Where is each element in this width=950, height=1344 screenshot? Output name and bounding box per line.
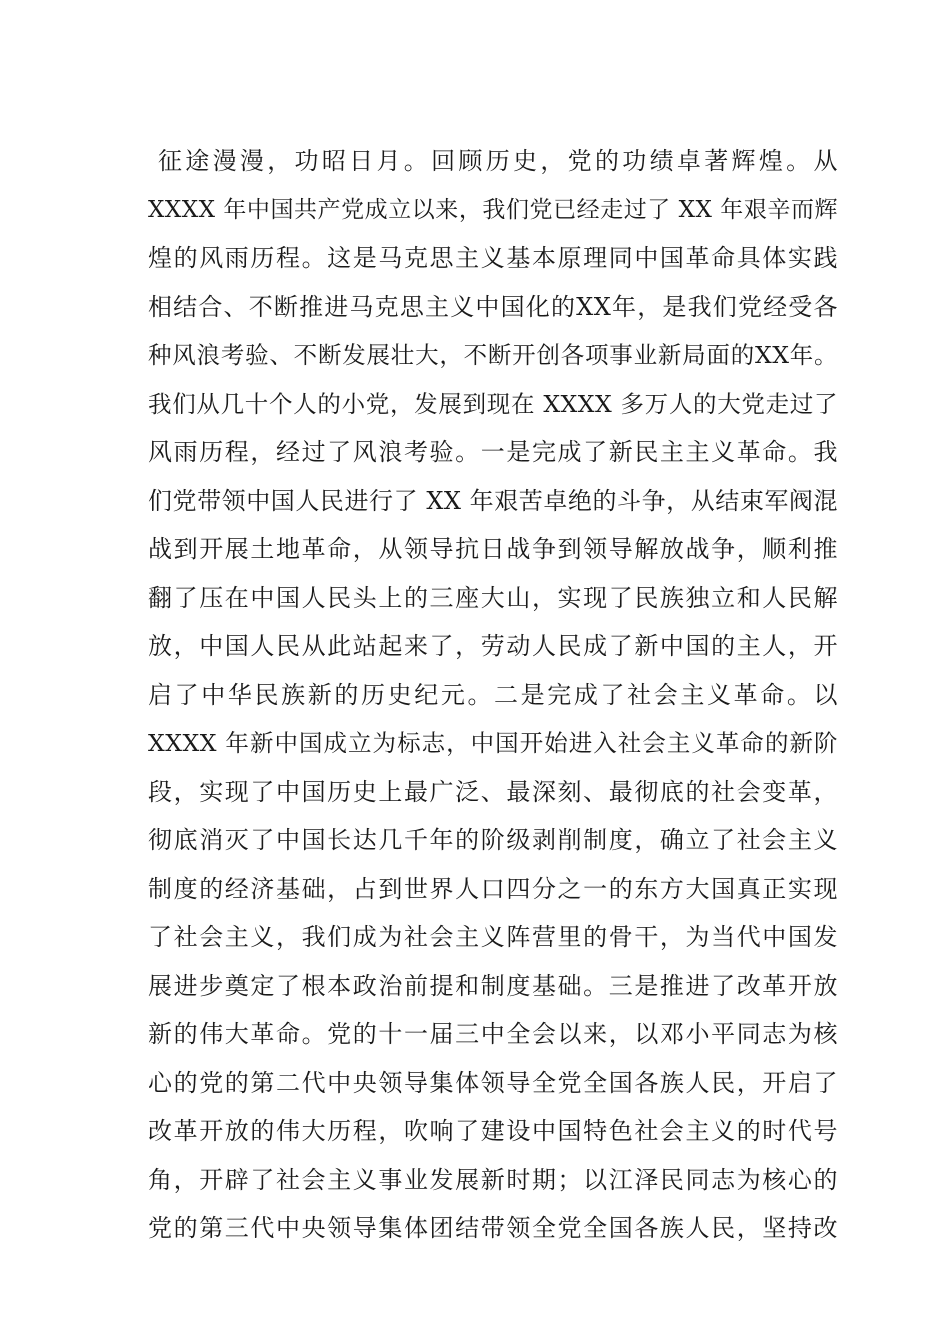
body-paragraph [148,137,838,1253]
text-line: 相结合、不断推进马克思主义中国化的XX年，是我们党经受各 [148,292,838,321]
text-line: 征途漫漫，功昭日月。回顾历史，党的功绩卓著辉煌。从 [158,147,838,175]
text-line: 了社会主义，我们成为社会主义阵营里的骨干，为当代中国发 [148,923,838,951]
text-line: 制度的经济基础，占到世界人口四分之一的东方大国真正实现 [148,874,838,903]
text-line: 新的伟大革命。党的十一届三中全会以来，以邓小平同志为核 [148,1020,838,1048]
text-line: 段，实现了中国历史上最广泛、最深刻、最彻底的社会变革， [148,777,838,806]
text-line: 改革开放的伟大历程，吹响了建设中国特色社会主义的时代号 [148,1117,838,1145]
text-line: 心的党的第二代中央领导集体领导全党全国各族人民，开启了 [148,1068,838,1097]
text-line: 风雨历程，经过了风浪考验。一是完成了新民主主义革命。我 [148,438,838,466]
text-line: 党的第三代中央领导集体团结带领全党全国各族人民，坚持改 [148,1214,838,1242]
text-line: 启了中华民族新的历史纪元。二是完成了社会主义革命。以 [148,680,838,709]
text-line: 们党带领中国人民进行了 XX 年艰苦卓绝的斗争，从结束军阀混 [148,486,838,515]
text-line: 战到开展土地革命，从领导抗日战争到领导解放战争，顺利推 [148,535,838,563]
text-line: 彻底消灭了中国长达几千年的阶级剥削制度，确立了社会主义 [148,826,838,854]
text-line: XXXX 年中国共产党成立以来，我们党已经走过了 XX 年艰辛而辉 [148,196,838,223]
text-line: 放，中国人民从此站起来了，劳动人民成了新中国的主人，开 [148,632,838,660]
text-line: 角，开辟了社会主义事业发展新时期；以江泽民同志为核心的 [148,1165,838,1194]
text-line: 种风浪考验、不断发展壮大，不断开创各项事业新局面的XX年。 [148,341,838,369]
text-line: 翻了压在中国人民头上的三座大山，实现了民族独立和人民解 [148,583,838,612]
text-line: 展进步奠定了根本政治前提和制度基础。三是推进了改革开放 [148,971,838,1000]
text-line: 我们从几十个人的小党，发展到现在 XXXX 多万人的大党走过了 [148,389,838,418]
text-line: XXXX 年新中国成立为标志，中国开始进入社会主义革命的新阶 [148,729,838,757]
text-line: 煌的风雨历程。这是马克思主义基本原理同中国革命具体实践 [148,244,838,272]
